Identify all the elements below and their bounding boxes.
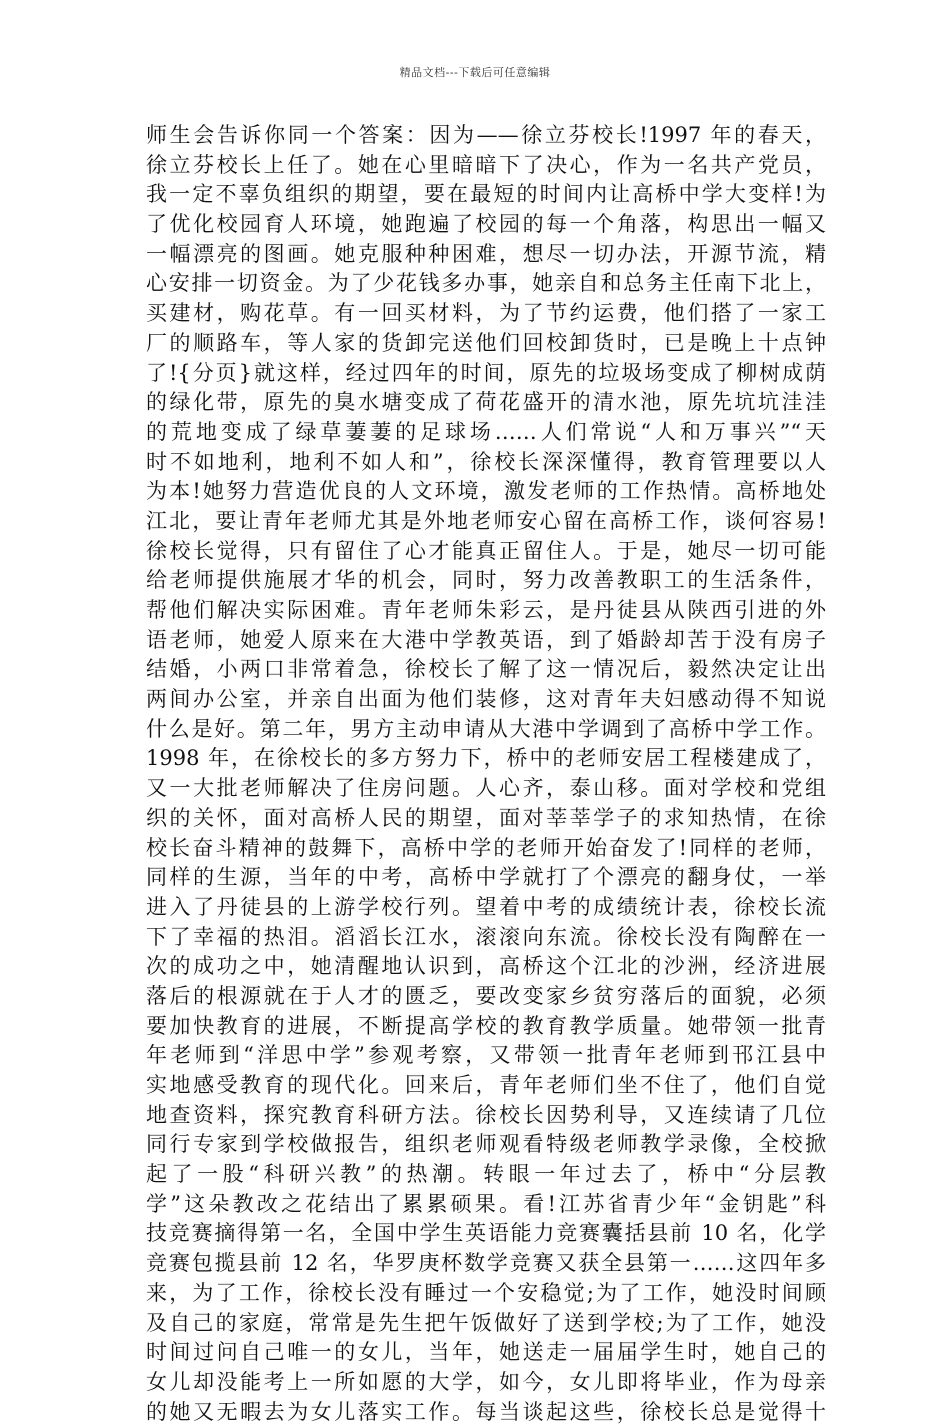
text-line: 下了幸福的热泪。滔滔长江水，滚滚向东流。徐校长没有陶醉在一 — [146, 924, 826, 949]
text-line: 织的关怀，面对高桥人民的期望，面对莘莘学子的求知热情，在徐 — [146, 805, 826, 830]
document-body — [146, 121, 826, 1427]
text-line: 竞赛包揽县前 12 名，华罗庚杯数学竞赛又获全县第一……这四年多 — [146, 1251, 826, 1276]
text-line: 落后的根源就在于人才的匮乏，要改变家乡贫穷落后的面貌，必须 — [146, 983, 826, 1008]
text-line: 来，为了工作，徐校长没有睡过一个安稳觉;为了工作，她没时间顾 — [146, 1280, 826, 1305]
text-line: 时间过问自己唯一的女儿，当年，她送走一届届学生时，她自己的 — [146, 1340, 826, 1365]
text-line: 徐校长觉得，只有留住了心才能真正留住人。于是，她尽一切可能 — [146, 538, 826, 563]
text-line: 要加快教育的进展，不断提高学校的教育教学质量。她带领一批青 — [146, 1013, 826, 1038]
text-line: 学”这朵教改之花结出了累累硕果。看!江苏省青少年“金钥匙”科 — [146, 1191, 826, 1216]
text-line: 地查资料，探究教育科研方法。徐校长因势利导，又连续请了几位 — [146, 1102, 826, 1127]
text-line: 帮他们解决实际困难。青年老师朱彩云，是丹徒县从陕西引进的外 — [146, 598, 826, 622]
text-line: 同行专家到学校做报告，组织老师观看特级老师教学录像，全校掀 — [146, 1132, 826, 1157]
text-line: 的荒地变成了绿草萋萋的足球场……人们常说“人和万事兴”“天 — [146, 419, 826, 444]
text-line: 起了一股“科研兴教”的热潮。转眼一年过去了，桥中“分层教 — [146, 1162, 826, 1187]
text-line: 了!{分页}就这样，经过四年的时间，原先的垃圾场变成了柳树成荫 — [146, 360, 826, 385]
text-line: 又一大批老师解决了住房问题。人心齐，泰山移。面对学校和党组 — [146, 776, 826, 801]
text-line: 徐立芬校长上任了。她在心里暗暗下了决心，作为一名共产党员， — [146, 152, 826, 177]
text-line: 进入了丹徒县的上游学校行列。望着中考的成绩统计表，徐校长流 — [146, 894, 826, 919]
text-line: 了优化校园育人环境，她跑遍了校园的每一个角落，构思出一幅又 — [146, 212, 826, 237]
text-line: 两间办公室，并亲自出面为他们装修，这对青年夫妇感动得不知说 — [146, 687, 826, 712]
text-line: 1998 年，在徐校长的多方努力下，桥中的老师安居工程楼建成了， — [146, 746, 826, 771]
text-line: 厂的顺路车，等人家的货卸完送他们回校卸货时，已是晚上十点钟 — [146, 330, 826, 355]
text-line: 语老师，她爱人原来在大港中学教英语，到了婚龄却苦于没有房子 — [146, 627, 826, 652]
text-line: 次的成功之中，她清醒地认识到，高桥这个江北的沙洲，经济进展 — [146, 954, 826, 979]
text-line: 及自己的家庭，常常是先生把午饭做好了送到学校;为了工作，她没 — [146, 1310, 826, 1335]
text-line: 一幅漂亮的图画。她克服种种困难，想尽一切办法，开源节流，精 — [146, 241, 826, 266]
text-line: 女儿却没能考上一所如愿的大学，如今，女儿即将毕业，作为母亲 — [146, 1369, 826, 1394]
text-line: 时不如地利，地利不如人和”，徐校长深深懂得，教育管理要以人 — [146, 449, 826, 474]
text-line: 心安排一切资金。为了少花钱多办事，她亲自和总务主任南下北上， — [146, 271, 826, 296]
text-line: 给老师提供施展才华的机会，同时，努力改善教职工的生活条件， — [146, 568, 826, 593]
text-line: 技竞赛摘得第一名，全国中学生英语能力竞赛囊括县前 10 名，化学 — [146, 1221, 826, 1246]
text-line: 校长奋斗精神的鼓舞下，高桥中学的老师开始奋发了!同样的老师， — [146, 835, 826, 860]
text-line: 的绿化带，原先的臭水塘变成了荷花盛开的清水池，原先坑坑洼洼 — [146, 390, 826, 415]
text-line: 买建材，购花草。有一回买材料，为了节约运费，他们搭了一家工 — [146, 301, 826, 326]
text-line: 师生会告诉你同一个答案：因为——徐立芬校长!1997 年的春天， — [146, 123, 826, 147]
text-line: 结婚，小两口非常着急，徐校长了解了这一情况后，毅然决定让出 — [146, 657, 826, 682]
text-line: 年老师到“洋思中学”参观考察，又带领一批青年老师到邗江县中 — [146, 1043, 826, 1068]
page-header: 精品文档---下载后可任意编辑 — [399, 66, 551, 79]
text-line: 我一定不辜负组织的期望，要在最短的时间内让高桥中学大变样!为 — [146, 182, 826, 207]
text-line: 同样的生源，当年的中考，高桥中学就打了个漂亮的翻身仗，一举 — [146, 865, 826, 890]
text-line: 江北，要让青年老师尤其是外地老师安心留在高桥工作，谈何容易! — [146, 508, 826, 533]
text-line: 实地感受教育的现代化。回来后，青年老师们坐不住了，他们自觉 — [146, 1073, 826, 1097]
text-line: 的她又无暇去为女儿落实工作。每当谈起这些，徐校长总是觉得十 — [146, 1399, 826, 1424]
text-line: 为本!她努力营造优良的人文环境，激发老师的工作热情。高桥地处 — [146, 479, 826, 504]
text-line: 什么是好。第二年，男方主动申请从大港中学调到了高桥中学工作。 — [146, 716, 826, 741]
